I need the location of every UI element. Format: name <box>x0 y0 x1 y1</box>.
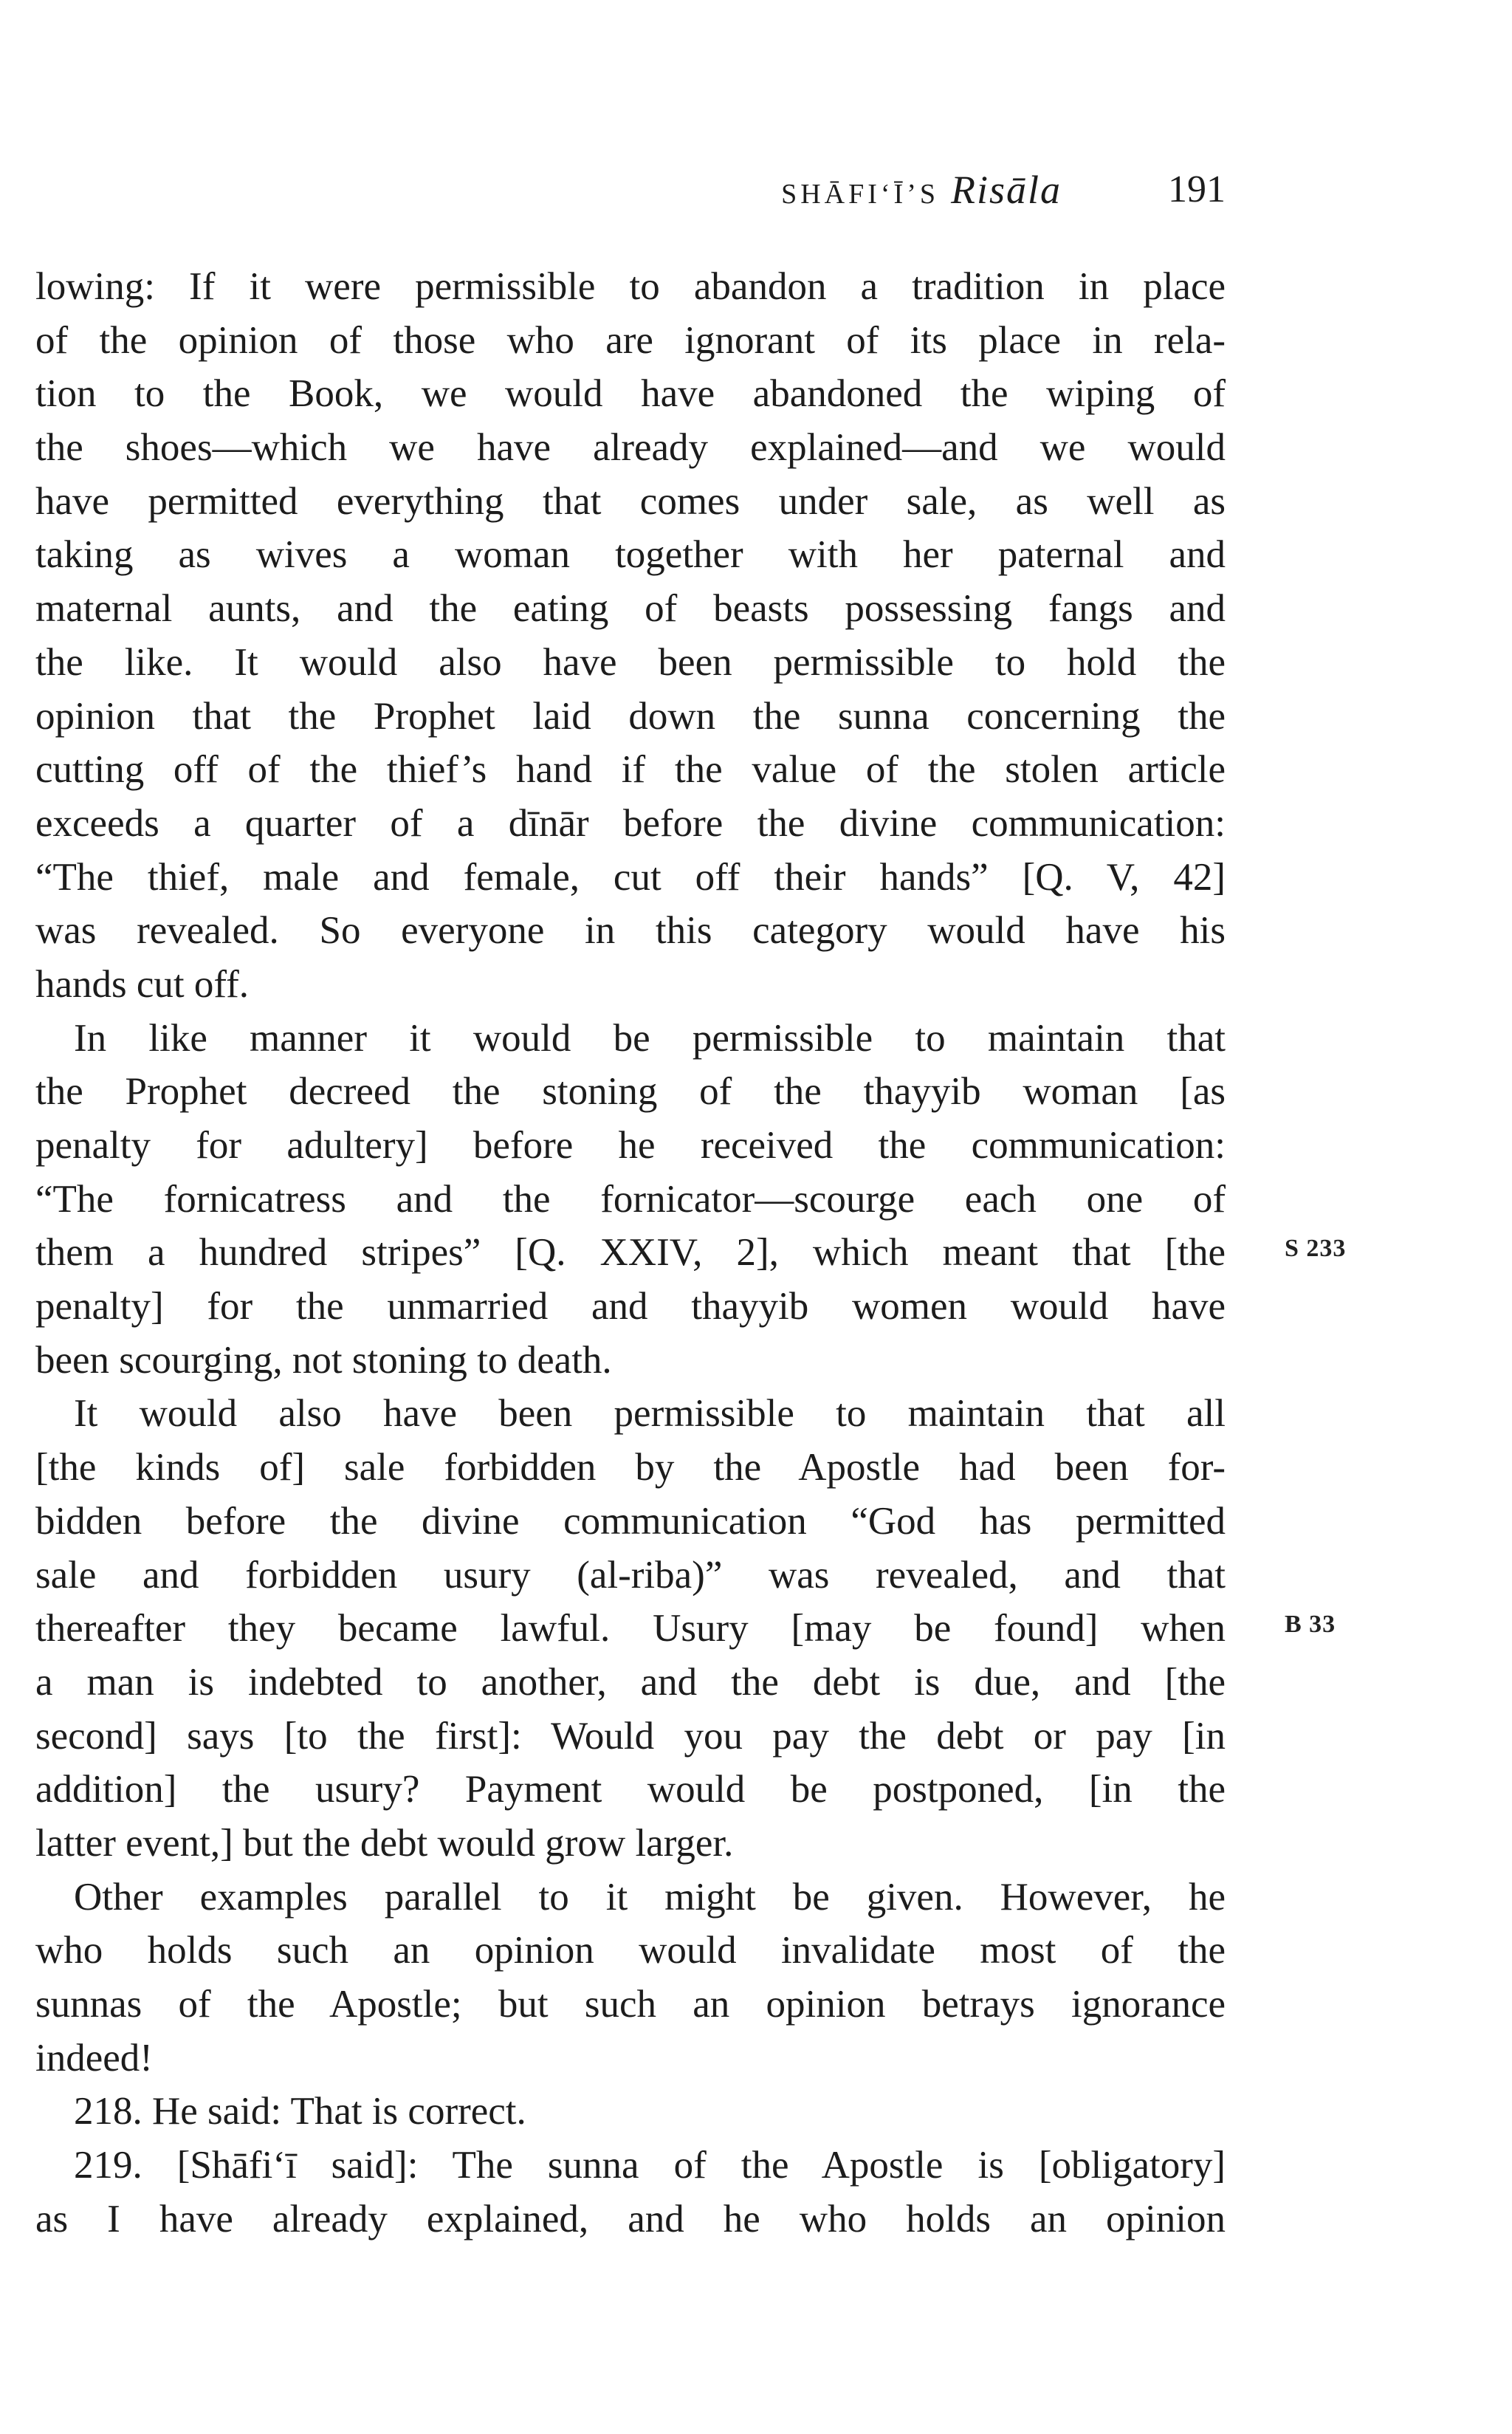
text-line: them a hundred stripes” [Q. XXIV, 2], which meant that [the <box>35 1231 1226 1275</box>
text-line: cutting off of the thief’s hand if the value of the stolen article <box>35 748 1226 792</box>
text-line: lowing: If it were permissible to abandon a tradition in place <box>35 265 1226 308</box>
text-line: [the kinds of] sale forbidden by the Apostle had been for- <box>35 1446 1226 1489</box>
running-head <box>35 164 1226 216</box>
text-line: second] says [to the first]: Would you pay the debt or pay [in <box>35 1714 1226 1758</box>
text-line: sunnas of the Apostle; but such an opinion betrays ignorance <box>35 1983 1226 2026</box>
text-line: It would also have been permissible to maintain that all <box>74 1392 1226 1436</box>
text-line: bidden before the divine communication “God has permitted <box>35 1499 1226 1543</box>
text-line: opinion that the Prophet laid down the sunna concerning the <box>35 694 1226 738</box>
text-line: addition] the usury? Payment would be postponed, [in the <box>35 1768 1226 1811</box>
text-line: penalty] for the unmarried and thayyib women would have <box>35 1285 1226 1329</box>
text-line: Other examples parallel to it might be given. However, he <box>74 1875 1226 1919</box>
text-line: a man is indebted to another, and the debt is due, and [the <box>35 1660 1226 1704</box>
text-line: the shoes—which we have already explained—and we would <box>35 426 1226 470</box>
text-line: who holds such an opinion would invalidate most of the <box>35 1929 1226 1972</box>
page-number: 191 <box>1168 168 1226 210</box>
text-line: have permitted everything that comes under sale, as well as <box>35 479 1226 523</box>
margin-note-b33: B 33 <box>1285 1611 1336 1638</box>
running-title-author: SHĀFI‘Ī’S <box>781 179 939 210</box>
text-line: penalty for adultery] before he received the communication: <box>35 1124 1226 1167</box>
text-line: tion to the Book, we would have abandoned the wiping of <box>35 372 1226 416</box>
text-line: hands cut off. <box>35 962 249 1006</box>
text-line: “The fornicatress and the fornicator—scourge each one of <box>35 1177 1226 1221</box>
text-line: sale and forbidden usury (al-riba)” was revealed, and that <box>35 1553 1226 1597</box>
text-line: maternal aunts, and the eating of beasts possessing fangs and <box>35 587 1226 631</box>
text-line: “The thief, male and female, cut off their hands” [Q. V, 42] <box>35 855 1226 899</box>
text-line: latter event,] but the debt would grow larger. <box>35 1821 734 1865</box>
text-line: 218. He said: That is correct. <box>74 2090 526 2133</box>
text-line: the Prophet decreed the stoning of the thayyib woman [as <box>35 1070 1226 1114</box>
text-line: thereafter they became lawful. Usury [may be found] when <box>35 1607 1226 1650</box>
body-text <box>35 260 1226 2246</box>
text-line: exceeds a quarter of a dīnār before the divine communication: <box>35 801 1226 845</box>
text-line: been scourging, not stoning to death. <box>35 1338 612 1382</box>
text-line: was revealed. So everyone in this category would have his <box>35 909 1226 953</box>
text-line: of the opinion of those who are ignorant of its place in rela- <box>35 318 1226 362</box>
margin-note-s233: S 233 <box>1285 1235 1347 1262</box>
running-title <box>781 164 1062 220</box>
text-line: taking as wives a woman together with her paternal and <box>35 533 1226 577</box>
running-title-work: Risāla <box>950 168 1062 212</box>
text-line: 219. [Shāfi‘ī said]: The sunna of the Apostle is [obligatory] <box>74 2144 1226 2187</box>
text-line: In like manner it would be permissible to maintain that <box>74 1016 1226 1060</box>
text-line: the like. It would also have been permissible to hold the <box>35 640 1226 684</box>
text-line: indeed! <box>35 2036 153 2080</box>
text-line: as I have already explained, and he who holds an opinion <box>35 2197 1226 2241</box>
